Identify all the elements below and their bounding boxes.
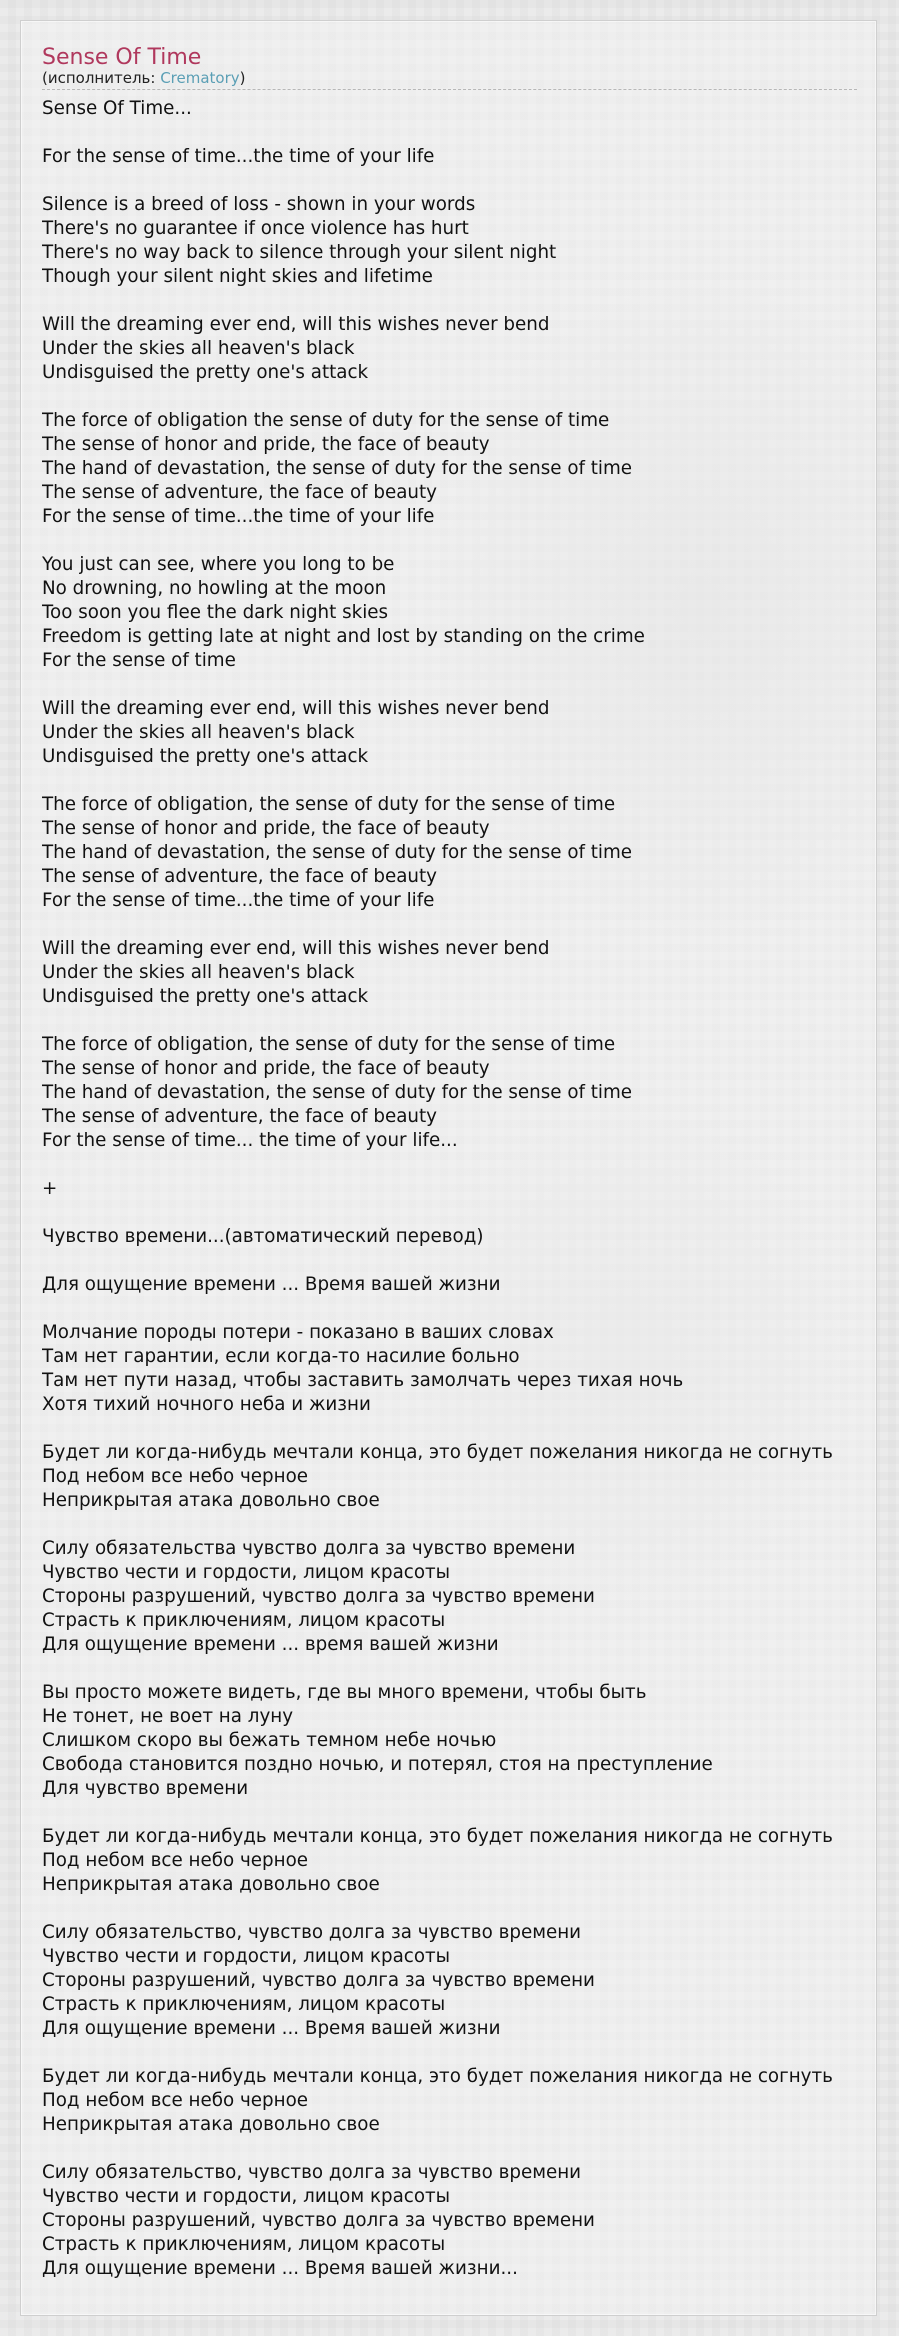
lyric-line: [42, 2041, 878, 2065]
lyric-line: [42, 289, 878, 313]
lyric-line: Will the dreaming ever end, will this wishes never bend: [42, 938, 550, 959]
artist-link[interactable]: Crematory: [160, 69, 240, 87]
lyric-line: Будет ли когда-нибудь мечтали конца, это будет пожелания никогда не согнуть: [42, 1826, 833, 1847]
lyrics-card: [20, 20, 877, 2316]
lyric-line: There's no way back to silence through your silent night: [42, 242, 557, 263]
lyric-line: Чувство чести и гордости, лицом красоты: [42, 1562, 451, 1583]
lyric-line: Undisguised the pretty one's attack: [42, 986, 369, 1007]
lyric-line: Will the dreaming ever end, will this wishes never bend: [42, 314, 550, 335]
lyric-line: [42, 1801, 878, 1825]
lyric-line: [42, 1009, 878, 1033]
lyric-line: Страсть к приключениям, лицом красоты: [42, 1994, 446, 2015]
lyric-line: Хотя тихий ночного неба и жизни: [42, 1394, 371, 1415]
lyric-line: Там нет пути назад, чтобы заставить замолчать через тихая ночь: [42, 1370, 684, 1391]
lyric-line: Sense Of Time...: [42, 98, 192, 119]
song-title: Sense Of Time: [42, 45, 202, 70]
lyric-line: [42, 1513, 878, 1537]
lyric-line: Under the skies all heaven's black: [42, 338, 355, 359]
lyric-line: Стороны разрушений, чувство долга за чувство времени: [42, 2210, 595, 2231]
lyric-line: Чувство времени...(автоматический перевод): [42, 1226, 484, 1247]
lyric-line: Though your silent night skies and lifetime: [42, 266, 433, 287]
lyric-line: Силу обязательство, чувство долга за чувство времени: [42, 2162, 582, 2183]
lyric-line: Молчание породы потери - показано в ваших словах: [42, 1322, 554, 1343]
lyric-line: [42, 2137, 878, 2161]
lyric-line: Under the skies all heaven's black: [42, 722, 355, 743]
lyric-line: Undisguised the pretty one's attack: [42, 746, 369, 767]
lyric-line: The sense of honor and pride, the face of beauty: [42, 434, 490, 455]
lyric-line: Под небом все небо черное: [42, 1850, 309, 1871]
lyric-line: For the sense of time... the time of your life...: [42, 1130, 458, 1151]
lyric-line: Слишком скоро вы бежать темном небе ночью: [42, 1730, 497, 1751]
lyric-line: [42, 673, 878, 697]
lyric-line: No drowning, no howling at the moon: [42, 578, 387, 599]
lyric-line: Неприкрытая атака довольно свое: [42, 1874, 380, 1895]
lyric-line: Будет ли когда-нибудь мечтали конца, это будет пожелания никогда не согнуть: [42, 1442, 833, 1463]
lyric-line: Для ощущение времени ... время вашей жизни: [42, 1634, 499, 1655]
lyric-line: There's no guarantee if once violence has hurt: [42, 218, 469, 239]
lyric-line: Too soon you flee the dark night skies: [42, 602, 389, 623]
artist-prefix: (исполнитель:: [42, 69, 161, 87]
lyric-line: For the sense of time...the time of your life: [42, 890, 435, 911]
lyric-line: Для ощущение времени ... Время вашей жизни...: [42, 2258, 518, 2279]
lyric-line: [42, 1657, 878, 1681]
lyric-line: [42, 169, 878, 193]
lyric-line: Страсть к приключениям, лицом красоты: [42, 1610, 446, 1631]
lyric-line: Стороны разрушений, чувство долга за чувство времени: [42, 1970, 595, 1991]
lyric-line: Для чувство времени: [42, 1778, 249, 1799]
lyric-line: The sense of honor and pride, the face of beauty: [42, 1058, 490, 1079]
lyric-line: For the sense of time...the time of your life: [42, 146, 435, 167]
lyric-line: Undisguised the pretty one's attack: [42, 362, 369, 383]
lyric-line: [42, 529, 878, 553]
lyric-line: Чувство чести и гордости, лицом красоты: [42, 2186, 451, 2207]
lyric-line: Страсть к приключениям, лицом красоты: [42, 2234, 446, 2255]
lyric-line: [42, 913, 878, 937]
lyric-line: Силу обязательство, чувство долга за чувство времени: [42, 1922, 582, 1943]
artist-suffix: ): [239, 69, 246, 87]
lyric-line: [42, 121, 878, 145]
lyric-line: Будет ли когда-нибудь мечтали конца, это будет пожелания никогда не согнуть: [42, 2066, 833, 2087]
lyric-line: Freedom is getting late at night and lost by standing on the crime: [42, 626, 645, 647]
artist-line: [42, 68, 246, 88]
lyric-line: The sense of adventure, the face of beauty: [42, 1106, 438, 1127]
lyric-line: Чувство чести и гордости, лицом красоты: [42, 1946, 451, 1967]
lyric-line: Вы просто можете видеть, где вы много времени, чтобы быть: [42, 1682, 647, 1703]
lyric-line: The hand of devastation, the sense of duty for the sense of time: [42, 1082, 633, 1103]
lyric-line: Стороны разрушений, чувство долга за чувство времени: [42, 1586, 595, 1607]
title-divider: [42, 89, 857, 90]
lyric-line: The sense of adventure, the face of beauty: [42, 482, 438, 503]
lyric-line: Под небом все небо черное: [42, 1466, 309, 1487]
lyric-line: The sense of honor and pride, the face of beauty: [42, 818, 490, 839]
lyric-line: Under the skies all heaven's black: [42, 962, 355, 983]
lyric-line: The hand of devastation, the sense of duty for the sense of time: [42, 842, 633, 863]
lyric-line: Неприкрытая атака довольно свое: [42, 1490, 380, 1511]
lyric-line: [42, 1249, 878, 1273]
lyric-line: [42, 769, 878, 793]
lyric-line: Неприкрытая атака довольно свое: [42, 2114, 380, 2135]
lyric-line: For the sense of time: [42, 650, 236, 671]
lyric-line: Силу обязательства чувство долга за чувство времени: [42, 1538, 576, 1559]
lyric-line: The sense of adventure, the face of beauty: [42, 866, 438, 887]
lyric-line: For the sense of time...the time of your life: [42, 506, 435, 527]
lyric-line: Will the dreaming ever end, will this wishes never bend: [42, 698, 550, 719]
lyric-line: [42, 385, 878, 409]
lyric-line: Там нет гарантии, если когда-то насилие больно: [42, 1346, 520, 1367]
lyric-line: +: [42, 1178, 58, 1199]
lyric-line: [42, 1297, 878, 1321]
lyric-line: Для ощущение времени ... Время вашей жизни: [42, 1274, 501, 1295]
lyric-line: [42, 1201, 878, 1225]
lyric-line: [42, 1153, 878, 1177]
lyric-line: Под небом все небо черное: [42, 2090, 309, 2111]
lyric-line: [42, 1897, 878, 1921]
lyric-line: You just can see, where you long to be: [42, 554, 395, 575]
lyric-line: The force of obligation, the sense of duty for the sense of time: [42, 794, 616, 815]
lyrics-text: [42, 97, 878, 2281]
lyric-line: [42, 1417, 878, 1441]
lyric-line: Для ощущение времени ... Время вашей жизни: [42, 2018, 501, 2039]
lyric-line: The force of obligation the sense of duty for the sense of time: [42, 410, 610, 431]
lyric-line: The force of obligation, the sense of duty for the sense of time: [42, 1034, 616, 1055]
lyric-line: Свобода становится поздно ночью, и потерял, стоя на преступление: [42, 1754, 713, 1775]
lyric-line: The hand of devastation, the sense of duty for the sense of time: [42, 458, 633, 479]
lyric-line: Silence is a breed of loss - shown in your words: [42, 194, 476, 215]
lyric-line: Не тонет, не воет на луну: [42, 1706, 294, 1727]
